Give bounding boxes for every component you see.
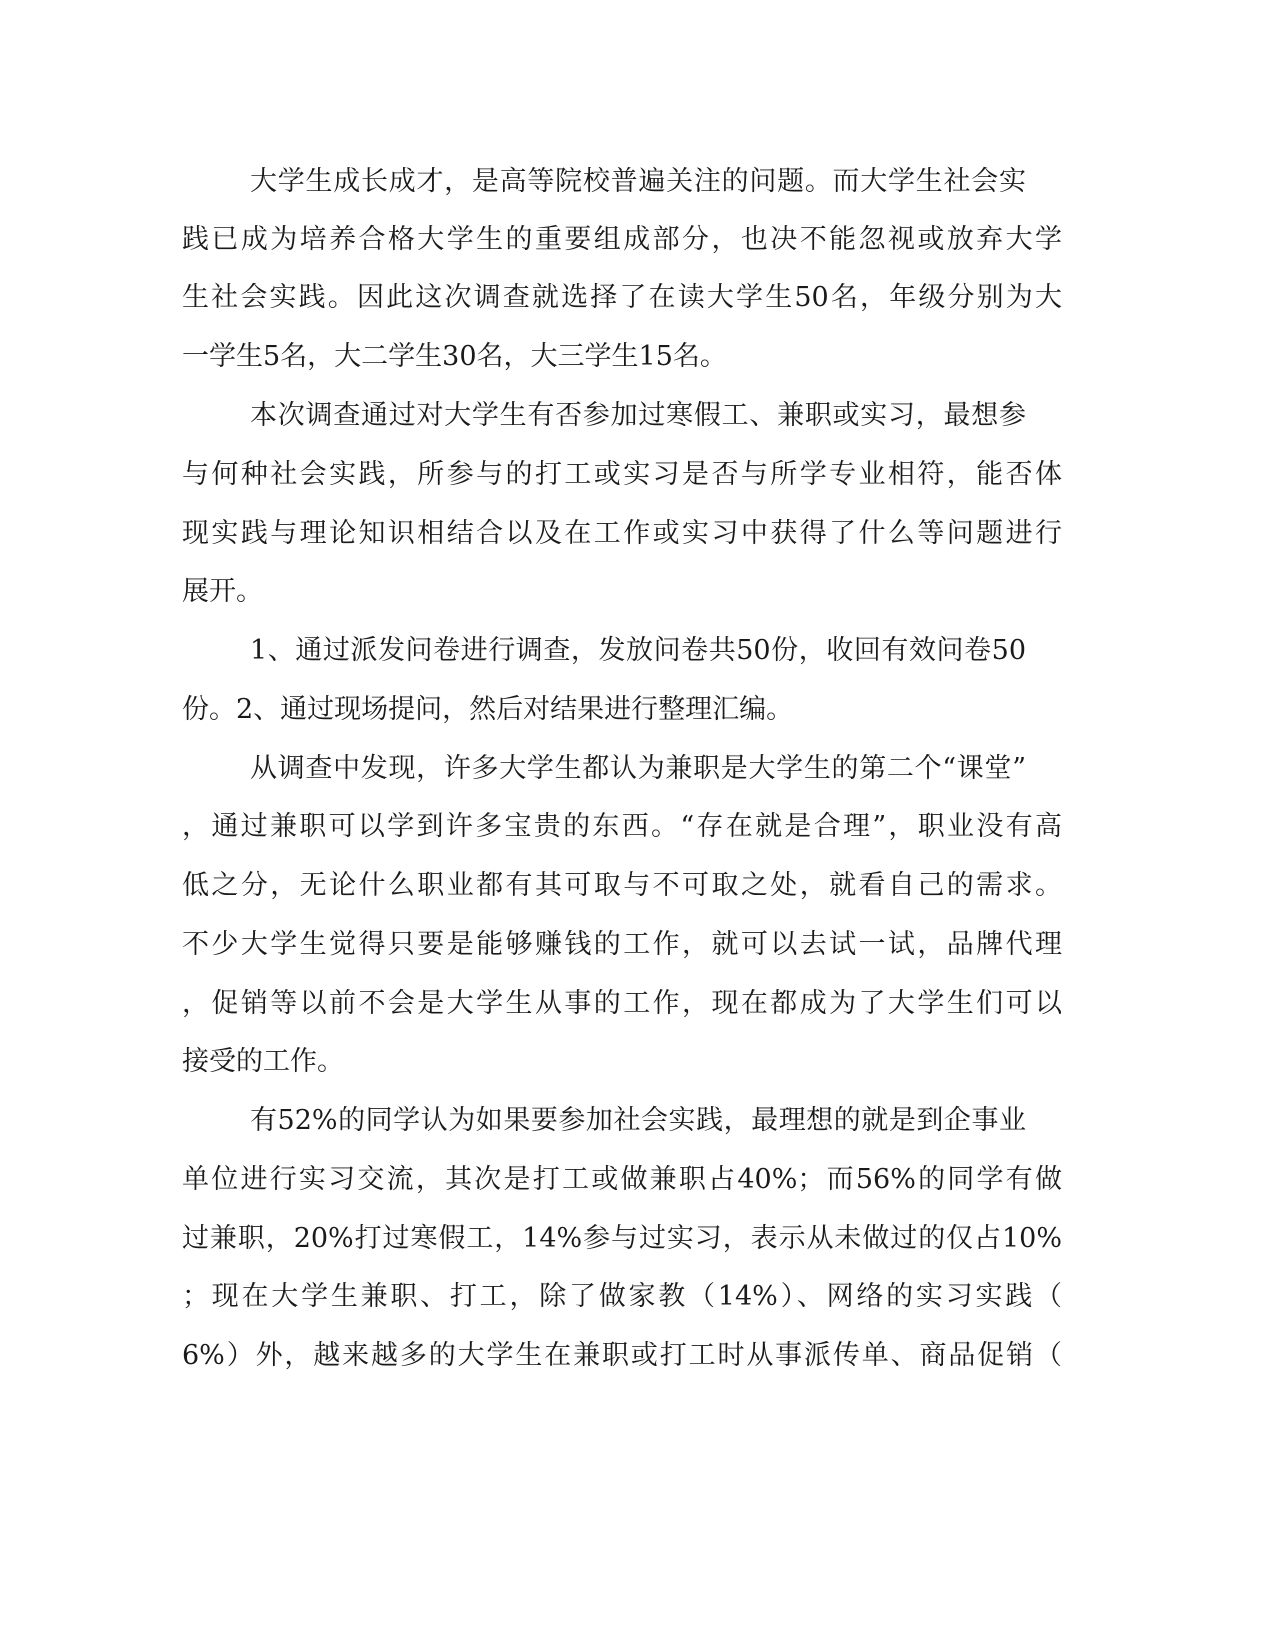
text-line: 大学生成长成才，是高等院校普遍关注的问题。而大学生社会实 [250,166,1026,197]
text-line: 一学生5名，大二学生30名，大三学生15名。 [182,341,727,372]
text-line: 本次调查通过对大学生有否参加过寒假工、兼职或实习，最想参 [250,400,1026,431]
text-line: 接受的工作。 [182,1046,344,1077]
text-line: 过兼职，20%打过寒假工，14%参与过实习，表示从未做过的仅占10% [182,1223,1062,1254]
text-line: 践已成为培养合格大学生的重要组成部分，也决不能忽视或放弃大学 [182,224,1062,255]
text-line: ；现在大学生兼职、打工，除了做家教（14%）、网络的实习实践（ [182,1281,1062,1312]
text-line: 单位进行实习交流，其次是打工或做兼职占40%；而56%的同学有做 [182,1164,1062,1195]
text-line: 生社会实践。因此这次调查就选择了在读大学生50名，年级分别为大 [182,282,1062,313]
text-line: 与何种社会实践，所参与的打工或实习是否与所学专业相符，能否体 [182,459,1062,490]
text-line: 有52%的同学认为如果要参加社会实践，最理想的就是到企事业 [250,1105,1026,1136]
text-line: 6%）外，越来越多的大学生在兼职或打工时从事派传单、商品促销（ [182,1340,1062,1371]
text-line: 从调查中发现，许多大学生都认为兼职是大学生的第二个“课堂” [250,753,1026,784]
text-line: 低之分，无论什么职业都有其可取与不可取之处，就看自己的需求。 [182,870,1062,901]
text-line: 不少大学生觉得只要是能够赚钱的工作，就可以去试一试，品牌代理 [182,929,1062,960]
text-line: 1、通过派发问卷进行调查，发放问卷共50份，收回有效问卷50 [250,635,1026,666]
text-line: 份。2、通过现场提问，然后对结果进行整理汇编。 [182,694,794,725]
text-line: 现实践与理论知识相结合以及在工作或实习中获得了什么等问题进行 [182,518,1062,549]
text-line: ，通过兼职可以学到许多宝贵的东西。“存在就是合理”，职业没有高 [182,811,1062,842]
text-line: ，促销等以前不会是大学生从事的工作，现在都成为了大学生们可以 [182,988,1062,1019]
text-line: 展开。 [182,576,263,607]
